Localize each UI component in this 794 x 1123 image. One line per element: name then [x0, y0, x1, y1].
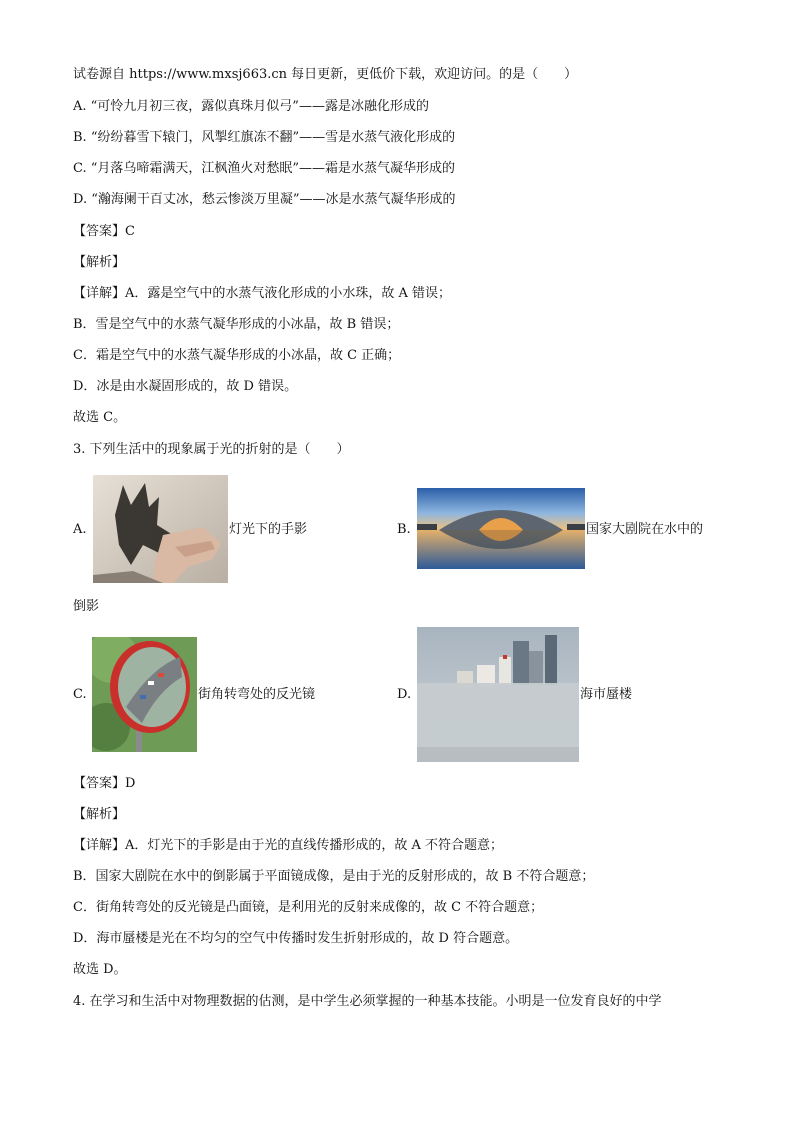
q2-detail-a: 【详解】A．露是空气中的水蒸气液化形成的小水珠，故 A 错误； — [73, 286, 452, 301]
q3-option-c-text: 街角转弯处的反光镜 — [198, 687, 316, 702]
q3-answer: 【答案】D — [73, 776, 136, 791]
hand-shadow-image — [93, 475, 228, 583]
q3-analysis-heading: 【解析】 — [73, 807, 126, 822]
q2-option-a: A. “可怜九月初三夜，露似真珠月似弓”——露是冰融化形成的 — [73, 99, 429, 114]
q3-conclusion: 故选 D。 — [73, 962, 127, 977]
q3-option-a-text: 灯光下的手影 — [229, 522, 308, 537]
header-line: 试卷源自 https://www.mxsj663.cn 每日更新，更低价下载，欢迎访问。的是（ ） — [73, 67, 578, 82]
q3-detail-a: 【详解】A．灯光下的手影是由于光的直线传播形成的，故 A 不符合题意； — [73, 838, 504, 853]
q2-option-c: C. “月落乌啼霜满天，江枫渔火对愁眠”——霜是水蒸气凝华形成的 — [73, 161, 456, 176]
q3-detail-d: D．海市蜃楼是光在不均匀的空气中传播时发生折射形成的，故 D 符合题意。 — [73, 931, 519, 946]
q3-option-b-continuation: 倒影 — [73, 599, 100, 614]
q2-option-d: D. “瀚海阑干百丈冰，愁云惨淡万里凝”——冰是水蒸气凝华形成的 — [73, 192, 456, 207]
mirage-image — [417, 627, 579, 762]
q3-option-c-letter: C. — [73, 687, 87, 702]
convex-mirror-image — [92, 637, 197, 752]
q3-stem: 3. 下列生活中的现象属于光的折射的是（ ） — [73, 442, 350, 457]
q2-conclusion: 故选 C。 — [73, 410, 127, 425]
q2-analysis-heading: 【解析】 — [73, 255, 126, 270]
q3-detail-c: C．街角转弯处的反光镜是凸面镜，是利用光的反射来成像的，故 C 不符合题意； — [73, 900, 544, 915]
q2-detail-d: D．冰是由水凝固形成的，故 D 错误。 — [73, 379, 298, 394]
q3-option-d-text: 海市蜃楼 — [580, 687, 633, 702]
q4-stem: 4. 在学习和生活中对物理数据的估测，是中学生必须掌握的一种基本技能。小明是一位发育良好的中学 — [73, 994, 662, 1009]
q3-option-a-letter: A. — [73, 522, 87, 537]
q2-detail-b: B．雪是空气中的水蒸气凝华形成的小冰晶，故 B 错误； — [73, 317, 400, 332]
q3-option-d-letter: D. — [397, 687, 412, 702]
q2-answer: 【答案】C — [73, 224, 135, 239]
q2-option-b: B. “纷纷暮雪下辕门，风掣红旗冻不翻”——雪是水蒸气液化形成的 — [73, 130, 456, 145]
opera-house-image — [417, 488, 585, 569]
q2-detail-c: C．霜是空气中的水蒸气凝华形成的小冰晶，故 C 正确； — [73, 348, 401, 363]
q3-option-b-letter: B. — [397, 522, 411, 537]
q3-option-b-text: 国家大剧院在水中的 — [586, 522, 704, 537]
q3-detail-b: B．国家大剧院在水中的倒影属于平面镜成像，是由于光的反射形成的，故 B 不符合题意； — [73, 869, 595, 884]
